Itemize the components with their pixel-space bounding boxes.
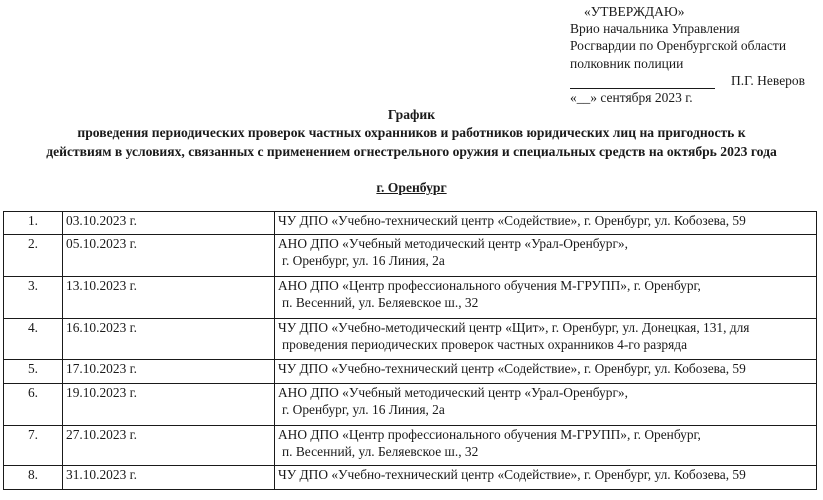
row-number: 7. xyxy=(4,426,63,466)
approval-date: «__» сентября 2023 г. xyxy=(570,90,693,106)
table-row xyxy=(4,384,817,426)
row-date: 03.10.2023 г. xyxy=(63,212,275,235)
signature-line xyxy=(570,75,715,89)
row-date: 31.10.2023 г. xyxy=(63,466,275,490)
row-description xyxy=(275,466,817,490)
description-line: АНО ДПО «Учебный методический центр «Урал-Оренбург», xyxy=(278,236,628,251)
signature-row xyxy=(570,72,823,89)
document-subtitle-line1: проведения периодических проверок частных охранников и работников юридических лиц на пригодность к xyxy=(77,125,746,140)
approval-position-line2: Росгвардии по Оренбургской области xyxy=(570,38,787,54)
description-line: ЧУ ДПО «Учебно-технический центр «Содействие», г. Оренбург, ул. Кобозева, 59 xyxy=(278,213,746,228)
description-line: г. Оренбург, ул. 16 Линия, 2а xyxy=(282,252,445,268)
approval-position-line1: Врио начальника Управления xyxy=(570,21,740,37)
city-heading xyxy=(0,180,823,196)
description-line: проведения периодических проверок частных охранников 4-го разряда xyxy=(282,336,688,352)
description-line: АНО ДПО «Центр профессионального обучения М-ГРУПП», г. Оренбург, xyxy=(278,278,701,293)
table-row xyxy=(4,426,817,466)
row-number: 6. xyxy=(4,384,63,426)
document-subtitle-line2 xyxy=(0,143,823,161)
row-number: 8. xyxy=(4,466,63,490)
row-number: 1. xyxy=(4,212,63,235)
row-description xyxy=(275,235,817,277)
row-number: 3. xyxy=(4,277,63,319)
table-row xyxy=(4,235,817,277)
row-description xyxy=(275,319,817,360)
description-line: АНО ДПО «Учебный методический центр «Урал-Оренбург», xyxy=(278,385,628,400)
row-number: 5. xyxy=(4,360,63,384)
table-row xyxy=(4,277,817,319)
row-description xyxy=(275,360,817,384)
row-date: 05.10.2023 г. xyxy=(63,235,275,277)
row-date: 27.10.2023 г. xyxy=(63,426,275,466)
schedule-table xyxy=(3,211,817,490)
table-row xyxy=(4,212,817,235)
row-number: 4. xyxy=(4,319,63,360)
subtitle-text: действиям в условиях, связанных с применением огнестрельного оружия и специальных средств xyxy=(46,144,646,159)
description-line: АНО ДПО «Центр профессионального обучения М-ГРУПП», г. Оренбург, xyxy=(278,427,701,442)
description-line: г. Оренбург, ул. 16 Линия, 2а xyxy=(282,401,445,417)
row-description xyxy=(275,426,817,466)
row-date: 13.10.2023 г. xyxy=(63,277,275,319)
schedule-body xyxy=(4,212,817,490)
row-description xyxy=(275,277,817,319)
description-line: п. Весенний, ул. Беляевское ш., 32 xyxy=(282,443,479,459)
row-number: 2. xyxy=(4,235,63,277)
approval-rank: полковник полиции xyxy=(570,55,684,71)
signer-name: П.Г. Неверов xyxy=(731,72,806,88)
row-date: 19.10.2023 г. xyxy=(63,384,275,426)
description-line: п. Весенний, ул. Беляевское ш., 32 xyxy=(282,294,479,310)
approval-stamp: «УТВЕРЖДАЮ» xyxy=(584,4,685,19)
description-line: ЧУ ДПО «Учебно-методический центр «Щит», г. Оренбург, ул. Донецкая, 131, для xyxy=(278,320,750,335)
subtitle-period: на октябрь 2023 года xyxy=(648,144,777,159)
row-date: 16.10.2023 г. xyxy=(63,319,275,360)
table-row xyxy=(4,360,817,384)
description-line: ЧУ ДПО «Учебно-технический центр «Содействие», г. Оренбург, ул. Кобозева, 59 xyxy=(278,467,746,482)
document-title: График xyxy=(387,107,436,122)
description-line: ЧУ ДПО «Учебно-технический центр «Содействие», г. Оренбург, ул. Кобозева, 59 xyxy=(278,361,746,376)
table-row xyxy=(4,319,817,360)
row-description xyxy=(275,384,817,426)
approval-block xyxy=(570,3,823,106)
row-date: 17.10.2023 г. xyxy=(63,360,275,384)
row-description xyxy=(275,212,817,235)
city-name: г. Оренбург xyxy=(376,180,447,195)
table-row xyxy=(4,466,817,490)
